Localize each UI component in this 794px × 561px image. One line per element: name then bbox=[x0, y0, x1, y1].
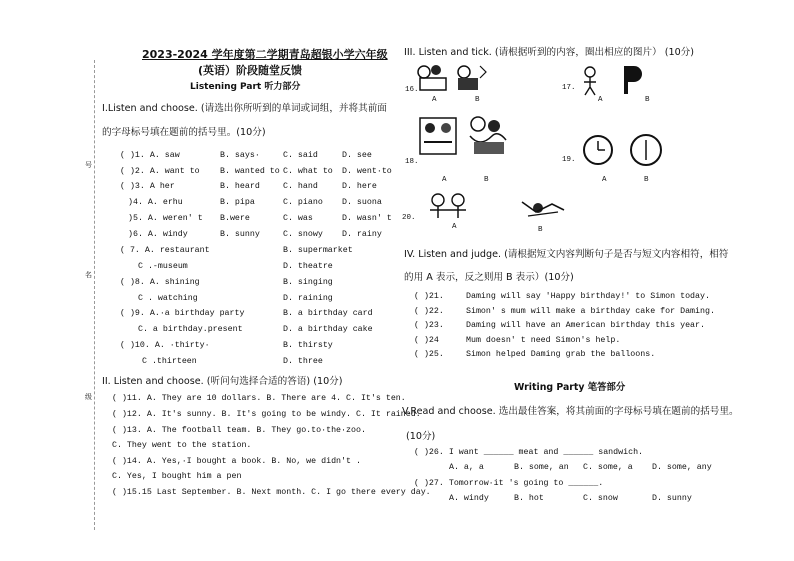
q5-c: C. was bbox=[283, 214, 313, 223]
writing-part-heading: Writing Party 笔答部分 bbox=[514, 382, 626, 393]
q23-text: Daming will have an American birthday this year. bbox=[466, 321, 705, 330]
q8-c: C . watching bbox=[138, 294, 198, 303]
q1-d: D. see bbox=[342, 151, 372, 160]
item19-a: A bbox=[602, 176, 607, 184]
item16-a: A bbox=[432, 96, 437, 104]
part-label: Listening Part 听力部分 bbox=[190, 82, 301, 92]
margin-mark-name: 名 bbox=[85, 271, 92, 279]
section4-heading: IV. Listen and judge. (请根据短文内容判断句子是否与短文内容相符，相符 bbox=[404, 249, 729, 260]
q9-c: C. a birthday.present bbox=[138, 325, 243, 334]
q8-b: B. singing bbox=[283, 278, 333, 287]
q26-opt-c: C. some, a bbox=[583, 463, 633, 472]
q26-opt-b: B. some, an bbox=[514, 463, 569, 472]
q5-num: )5. A. weren' t bbox=[128, 214, 203, 223]
q13-c: C. They went to the station. bbox=[112, 441, 252, 450]
item18-b: B bbox=[484, 176, 489, 184]
q5-b: B.were bbox=[220, 214, 250, 223]
q6-c: C. snowy bbox=[283, 230, 323, 239]
item17-num: 17. bbox=[562, 84, 576, 92]
q14: ( )14. A. Yes,·I bought a book. B. No, we didn't . bbox=[112, 457, 361, 466]
q9-a: ( )9. A.·a birthday party bbox=[120, 309, 245, 318]
q1-c: C. said bbox=[283, 151, 318, 160]
q7-d: D. theatre bbox=[283, 262, 333, 271]
page-subtitle: (英语）阶段随堂反馈 bbox=[198, 64, 303, 77]
q5-d: D. wasn' t bbox=[342, 214, 392, 223]
section1-heading-cont: 的字母标号填在题前的括号里。(10分) bbox=[102, 127, 266, 138]
q21-text: Daming will say 'Happy birthday!' to Simon today. bbox=[466, 292, 710, 301]
q3-c: C. hand bbox=[283, 182, 318, 191]
q7-a: ( 7. A. restaurant bbox=[120, 246, 210, 255]
q6-num: )6. A. windy bbox=[128, 230, 188, 239]
item18-a: A bbox=[442, 176, 447, 184]
q2-b: B. wanted to bbox=[220, 167, 280, 176]
q9-b: B. a birthday card bbox=[283, 309, 373, 318]
q15: ( )15.15 Last September. B. Next month. C. I go there every day. bbox=[112, 488, 431, 497]
q7-c: C .-museum bbox=[138, 262, 188, 271]
item19-b: B bbox=[644, 176, 649, 184]
q1-b: B. says· bbox=[220, 151, 260, 160]
q27-opt-c: C. snow bbox=[583, 494, 618, 503]
q2-c: C. what to bbox=[283, 167, 333, 176]
q14-c: C. Yes, I bought him a pen bbox=[112, 472, 242, 481]
item20-a: A bbox=[452, 223, 457, 231]
section5-score: (10分) bbox=[406, 431, 436, 442]
item20-b: B bbox=[538, 226, 543, 234]
q11: ( )11. A. They are 10 dollars. B. There are 4. C. It's ten. bbox=[112, 394, 406, 403]
section2-heading: II. Listen and choose. (听问句选择合适的答语) (10分) bbox=[102, 376, 343, 387]
q27: ( )27. Tomorrow·it 's going to ______. bbox=[414, 479, 604, 488]
item16-num: 16. bbox=[405, 86, 419, 94]
q26-opt-a: A. a, a bbox=[449, 463, 484, 472]
q26-opt-d: D. some, any bbox=[652, 463, 712, 472]
q4-num: )4. A. erhu bbox=[128, 198, 183, 207]
q22-paren: ( )22. bbox=[414, 307, 444, 316]
item18-picture bbox=[416, 112, 516, 160]
item16-b: B bbox=[475, 96, 480, 104]
q1-num: ( )1. A. saw bbox=[120, 151, 180, 160]
section1-heading: Ⅰ.Listen and choose. (请选出你所听到的单词或词组，并将其前面 bbox=[102, 103, 387, 114]
q10-a: ( )10. A. ·thirty· bbox=[120, 341, 210, 350]
q7-b: B. supermarket bbox=[283, 246, 353, 255]
item16-picture bbox=[414, 60, 494, 96]
q2-d: D. went·to bbox=[342, 167, 392, 176]
section4-heading-cont: 的用 A 表示，反之则用 B 表示）(10分) bbox=[404, 272, 574, 283]
q9-d: D. a birthday cake bbox=[283, 325, 373, 334]
q12: ( )12. A. It's sunny. B. It's going to be windy. C. It rained. bbox=[112, 410, 421, 419]
item19-num: 19. bbox=[562, 156, 576, 164]
q24-paren: ( )24 bbox=[414, 336, 439, 345]
item20-picture bbox=[418, 190, 578, 224]
q27-opt-a: A. windy bbox=[449, 494, 489, 503]
item18-num: 18. bbox=[405, 158, 419, 166]
q4-b: B. pipa bbox=[220, 198, 255, 207]
q3-num: ( )3. A her bbox=[120, 182, 175, 191]
item20-num: 20. bbox=[402, 214, 416, 222]
margin-mark-class: 级 bbox=[85, 393, 92, 401]
q10-d: D. three bbox=[283, 357, 323, 366]
margin-mark-number: 号 bbox=[85, 161, 92, 169]
q24-text: Mum doesn' t need Simon's help. bbox=[466, 336, 621, 345]
q25-paren: ( )25. bbox=[414, 350, 444, 359]
q27-opt-d: D. sunny bbox=[652, 494, 692, 503]
section5-heading: V.Read and choose. 选出最佳答案，将其前面的字母标号填在题前的括号里。 bbox=[402, 406, 739, 417]
q26: ( )26. I want ______ meat and ______ sandwich. bbox=[414, 448, 644, 457]
q23-paren: ( )23. bbox=[414, 321, 444, 330]
q10-b: B. thirsty bbox=[283, 341, 333, 350]
q13: ( )13. A. The football team. B. They go.to·the·zoo. bbox=[112, 426, 366, 435]
q2-num: ( )2. A. want to bbox=[120, 167, 200, 176]
q8-d: D. raining bbox=[283, 294, 333, 303]
q8-a: ( )8. A. shining bbox=[120, 278, 200, 287]
item17-picture bbox=[578, 62, 648, 96]
item17-b: B bbox=[645, 96, 650, 104]
item19-picture bbox=[580, 130, 670, 170]
q25-text: Simon helped Daming grab the balloons. bbox=[466, 350, 656, 359]
section3-heading: III. Listen and tick. (请根据听到的内容，圈出相应的图片） (10分) bbox=[404, 47, 695, 58]
q6-d: D. rainy bbox=[342, 230, 382, 239]
margin-line bbox=[94, 60, 95, 530]
q4-d: D. suona bbox=[342, 198, 382, 207]
q6-b: B. sunny bbox=[220, 230, 260, 239]
page-title: 2023-2024 学年度第二学期青岛超银小学六年级 bbox=[142, 48, 388, 61]
q4-c: C. piano bbox=[283, 198, 323, 207]
q3-b: B. heard bbox=[220, 182, 260, 191]
item17-a: A bbox=[598, 96, 603, 104]
q27-opt-b: B. hot bbox=[514, 494, 544, 503]
q21-paren: ( )21. bbox=[414, 292, 444, 301]
q22-text: Simon' s mum will make a birthday cake for Daming. bbox=[466, 307, 715, 316]
q3-d: D. here bbox=[342, 182, 377, 191]
q10-c: C .thirteen bbox=[142, 357, 197, 366]
